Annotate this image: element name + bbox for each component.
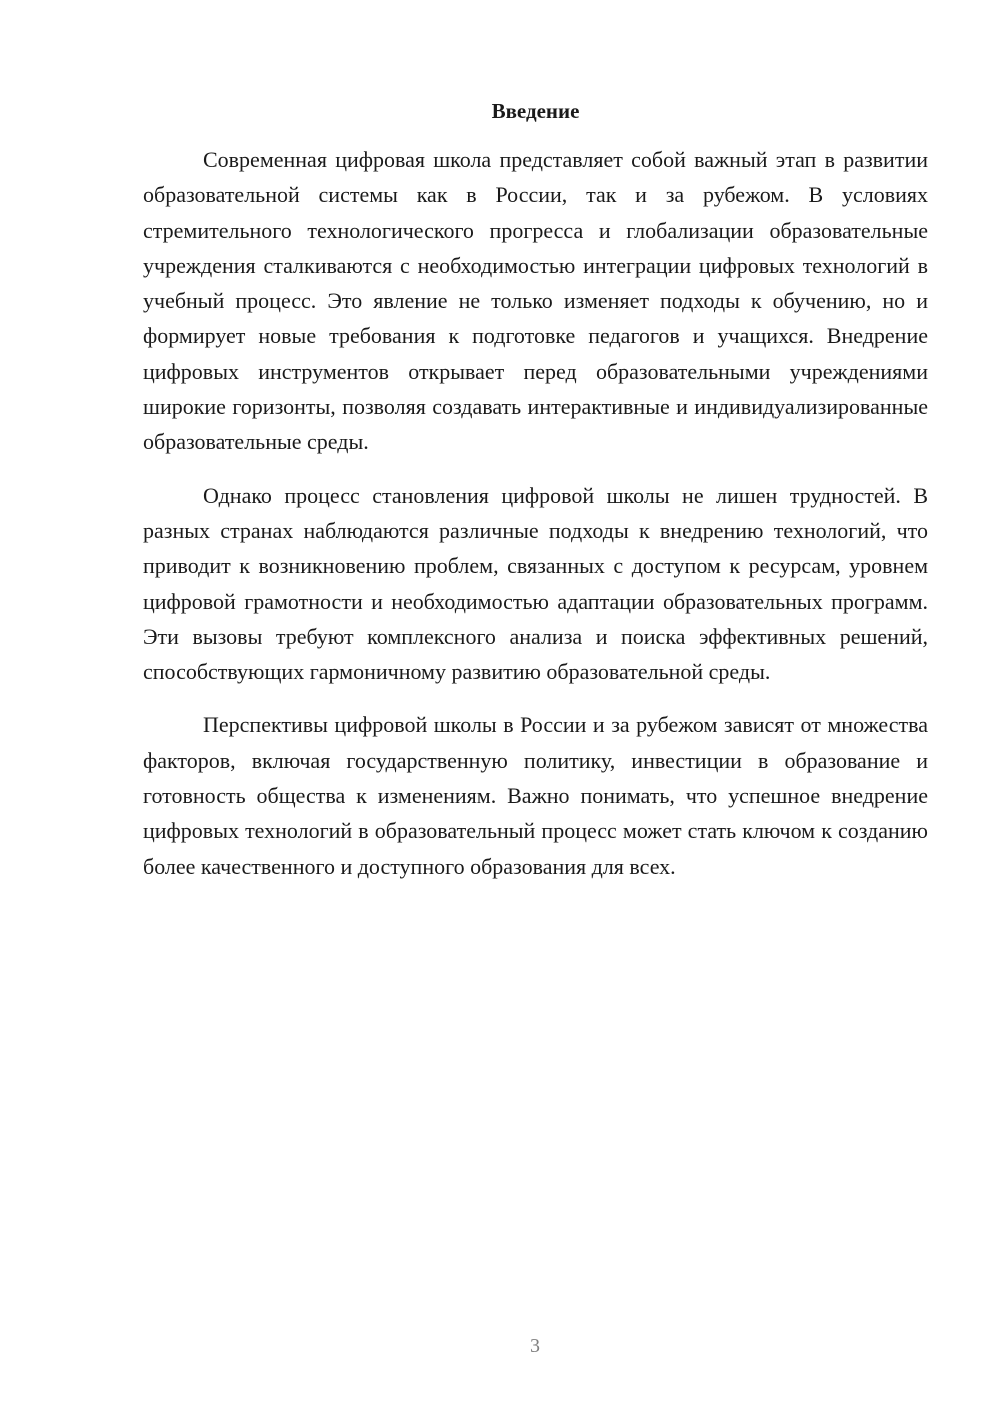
page-number: 3: [530, 1335, 540, 1357]
body-text: [143, 142, 928, 902]
paragraph-1: Современная цифровая школа представляет собой важный этап в развитии образовательной системы как в России, так и за рубежом. В условиях стремительного технологического прогресса и глобализации образовательные учреждения сталкиваются с необходимостью интеграции цифровых технологий в учебный процесс. Это явление не только изменяет подходы к обучению, но и формирует новые требования к подготовке педагогов и учащихся. Внедрение цифровых инструментов открывает перед образовательными учреждениями широкие горизонты, позволяя создавать интерактивные и индивидуализированные образовательные среды.: [143, 147, 928, 455]
paragraph-3: Перспективы цифровой школы в России и за рубежом зависят от множества факторов, включая государственную политику, инвестиции в образование и готовность общества к изменениям. Важно понимать, что успешное внедрение цифровых технологий в образовательный процесс может стать ключом к созданию более качественного и доступного образования для всех.: [143, 712, 928, 879]
paragraph-2: Однако процесс становления цифровой школы не лишен трудностей. В разных странах наблюдаются различные подходы к внедрению технологий, что приводит к возникновению проблем, связанных с доступом к ресурсам, уровнем цифровой грамотности и необходимостью адаптации образовательных программ. Эти вызовы требуют комплексного анализа и поиска эффективных решений, способствующих гармоничному развитию образовательной среды.: [143, 482, 928, 685]
section-title: Введение: [491, 99, 580, 123]
